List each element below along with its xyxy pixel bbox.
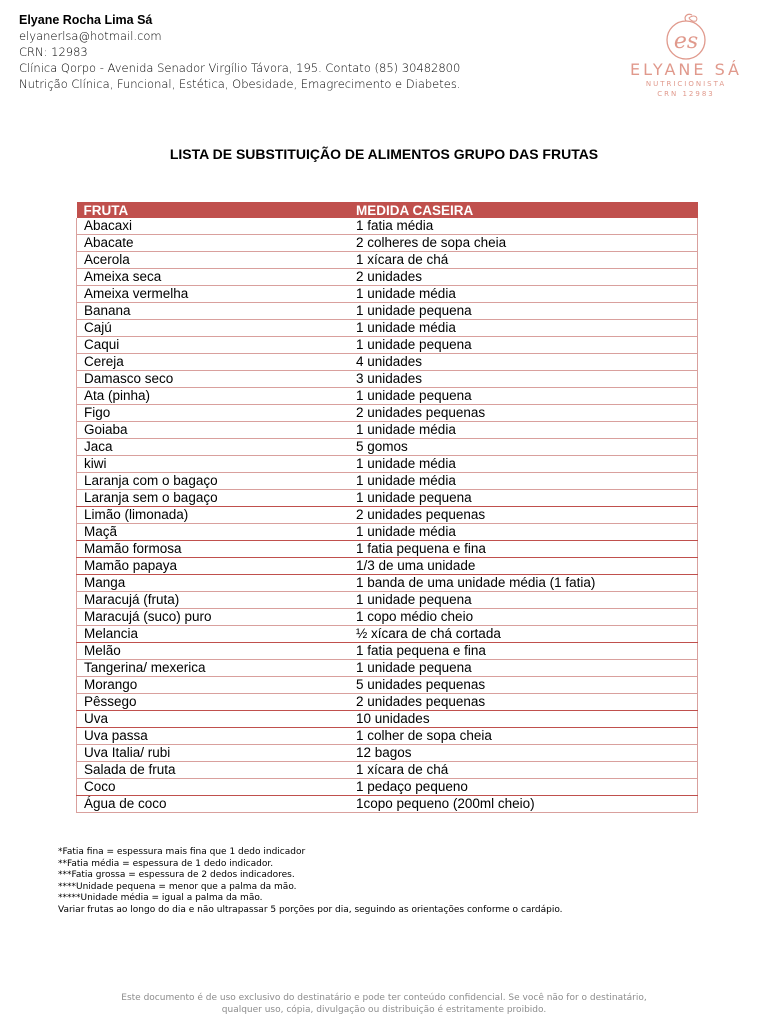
measure-cell: 5 gomos (349, 439, 698, 456)
measure-cell: 1/3 de uma unidade (349, 558, 698, 575)
measure-cell: 1 fatia pequena e fina (349, 643, 698, 660)
table-row (77, 796, 698, 813)
measure-cell: 1 copo médio cheio (349, 609, 698, 626)
table-row (77, 626, 698, 643)
fruit-name-cell: Tangerina/ mexerica (77, 660, 350, 677)
fruit-substitution-table (76, 202, 698, 813)
measure-cell: 4 unidades (349, 354, 698, 371)
fruit-name-cell: Cereja (77, 354, 350, 371)
measure-cell: 1 banda de uma unidade média (1 fatia) (349, 575, 698, 592)
fruit-name-cell: Cajú (77, 320, 350, 337)
fruit-name-cell: Maracujá (suco) puro (77, 609, 350, 626)
table-row (77, 456, 698, 473)
table-row (77, 677, 698, 694)
measure-cell: 1 colher de sopa cheia (349, 728, 698, 745)
confidentiality-footer (0, 992, 768, 1016)
fruit-name-cell: Damasco seco (77, 371, 350, 388)
logo-monogram: es (673, 29, 699, 54)
table-row (77, 660, 698, 677)
measure-cell: 1 unidade média (349, 422, 698, 439)
table-row (77, 524, 698, 541)
fruit-name-cell: Melancia (77, 626, 350, 643)
measure-cell: 1 unidade pequena (349, 490, 698, 507)
measure-cell: 1 unidade média (349, 473, 698, 490)
fruit-name-cell: Jaca (77, 439, 350, 456)
table-row (77, 507, 698, 524)
footer-line: qualquer uso, cópia, divulgação ou distribuição é estritamente proibido. (221, 1005, 547, 1015)
measure-cell: 1 unidade pequena (349, 592, 698, 609)
fruit-name-cell: Acerola (77, 252, 350, 269)
measure-cell: 1 unidade média (349, 524, 698, 541)
measure-cell: 1 unidade média (349, 286, 698, 303)
table-row (77, 541, 698, 558)
nutritionist-name: Elyane Rocha Lima Sá (19, 13, 153, 27)
table-row (77, 643, 698, 660)
measure-cell: 2 unidades pequenas (349, 507, 698, 524)
fruit-name-cell: Ata (pinha) (77, 388, 350, 405)
note-line: ****Unidade pequena = menor que a palma da mão. (58, 881, 297, 892)
fruit-name-cell: Mamão formosa (77, 541, 350, 558)
table-row (77, 320, 698, 337)
fruit-name-cell: Abacaxi (77, 218, 350, 235)
measure-cell: 12 bagos (349, 745, 698, 762)
table-row (77, 490, 698, 507)
table-row (77, 405, 698, 422)
note-line: Variar frutas ao longo do dia e não ultrapassar 5 porções por dia, seguindo as orientações conforme o cardápio. (58, 904, 563, 915)
measure-cell: 5 unidades pequenas (349, 677, 698, 694)
table-row (77, 218, 698, 235)
fruit-name-cell: Uva (77, 711, 350, 728)
measure-cell: 1 unidade média (349, 456, 698, 473)
fruit-name-cell: Ameixa seca (77, 269, 350, 286)
column-header-measure: MEDIDA CASEIRA (349, 202, 698, 218)
measure-cell: 1 unidade pequena (349, 303, 698, 320)
measure-cell: 10 unidades (349, 711, 698, 728)
crn: CRN: 12983 (19, 45, 88, 59)
table-row (77, 422, 698, 439)
note-line: ***Fatia grossa = espessura de 2 dedos indicadores. (58, 870, 295, 880)
table-row (77, 235, 698, 252)
fruit-name-cell: Mamão papaya (77, 558, 350, 575)
logo-role: NUTRICIONISTA (645, 80, 727, 88)
peach-logo-icon (658, 12, 714, 62)
logo-brand: ELYANE SÁ (630, 60, 742, 79)
measure-cell: 1copo pequeno (200ml cheio) (349, 796, 698, 813)
fruit-name-cell: Maçã (77, 524, 350, 541)
table-row (77, 388, 698, 405)
measure-cell: 2 colheres de sopa cheia (349, 235, 698, 252)
table-row (77, 286, 698, 303)
table-row (77, 439, 698, 456)
table-row (77, 762, 698, 779)
table-row (77, 269, 698, 286)
fruit-name-cell: kiwi (77, 456, 350, 473)
logo (620, 12, 752, 106)
note-line: *Fatia fina = espessura mais fina que 1 dedo indicador (58, 847, 306, 857)
fruit-name-cell: Manga (77, 575, 350, 592)
table-row (77, 575, 698, 592)
table-row (77, 252, 698, 269)
fruit-name-cell: Melão (77, 643, 350, 660)
measure-cell: 1 fatia média (349, 218, 698, 235)
column-header-fruit: FRUTA (77, 202, 350, 218)
measure-cell: 1 pedaço pequeno (349, 779, 698, 796)
footer-line: Este documento é de uso exclusivo do destinatário e pode ter conteúdo confidencial. Se você não for o destinatário, (121, 993, 647, 1003)
table-row (77, 711, 698, 728)
specialties: Nutrição Clínica, Funcional, Estética, Obesidade, Emagrecimento e Diabetes. (19, 77, 461, 91)
table-row (77, 473, 698, 490)
table-row (77, 694, 698, 711)
table-row (77, 303, 698, 320)
fruit-name-cell: Maracujá (fruta) (77, 592, 350, 609)
fruit-name-cell: Uva Italia/ rubi (77, 745, 350, 762)
fruit-name-cell: Abacate (77, 235, 350, 252)
fruit-name-cell: Goiaba (77, 422, 350, 439)
fruit-name-cell: Morango (77, 677, 350, 694)
address: Clínica Qorpo - Avenida Senador Virgílio Távora, 195. Contato (85) 30482800 (19, 61, 461, 75)
measure-cell: 2 unidades (349, 269, 698, 286)
table-row (77, 337, 698, 354)
table-row (77, 592, 698, 609)
email: elyanerlsa@hotmail.com (19, 29, 162, 43)
fruit-name-cell: Coco (77, 779, 350, 796)
table-row (77, 354, 698, 371)
table-row (77, 745, 698, 762)
page-title: LISTA DE SUBSTITUIÇÃO DE ALIMENTOS GRUPO DAS FRUTAS (169, 146, 599, 162)
measure-cell: ½ xícara de chá cortada (349, 626, 698, 643)
table-row (77, 371, 698, 388)
fruit-name-cell: Figo (77, 405, 350, 422)
fruit-name-cell: Laranja sem o bagaço (77, 490, 350, 507)
table-row (77, 609, 698, 626)
fruit-name-cell: Laranja com o bagaço (77, 473, 350, 490)
measure-cell: 1 xícara de chá (349, 762, 698, 779)
table-row (77, 779, 698, 796)
measure-cell: 2 unidades pequenas (349, 694, 698, 711)
table-row (77, 728, 698, 745)
fruit-name-cell: Pêssego (77, 694, 350, 711)
fruit-name-cell: Limão (limonada) (77, 507, 350, 524)
measure-cell: 1 unidade pequena (349, 388, 698, 405)
measure-cell: 1 fatia pequena e fina (349, 541, 698, 558)
fruit-name-cell: Banana (77, 303, 350, 320)
measure-cell: 1 unidade pequena (349, 337, 698, 354)
measure-cell: 1 unidade média (349, 320, 698, 337)
fruit-name-cell: Ameixa vermelha (77, 286, 350, 303)
measure-cell: 3 unidades (349, 371, 698, 388)
table-header-row (77, 202, 698, 218)
fruit-name-cell: Uva passa (77, 728, 350, 745)
note-line: *****Unidade média = igual a palma da mão. (58, 893, 263, 903)
notes (58, 847, 563, 916)
header (19, 13, 461, 92)
fruit-name-cell: Salada de fruta (77, 762, 350, 779)
measure-cell: 2 unidades pequenas (349, 405, 698, 422)
note-line: **Fatia média = espessura de 1 dedo indicador. (58, 858, 274, 869)
measure-cell: 1 unidade pequena (349, 660, 698, 677)
table-row (77, 558, 698, 575)
fruit-name-cell: Caqui (77, 337, 350, 354)
measure-cell: 1 xícara de chá (349, 252, 698, 269)
logo-crn: CRN 12983 (657, 90, 715, 98)
fruit-name-cell: Água de coco (77, 796, 350, 813)
